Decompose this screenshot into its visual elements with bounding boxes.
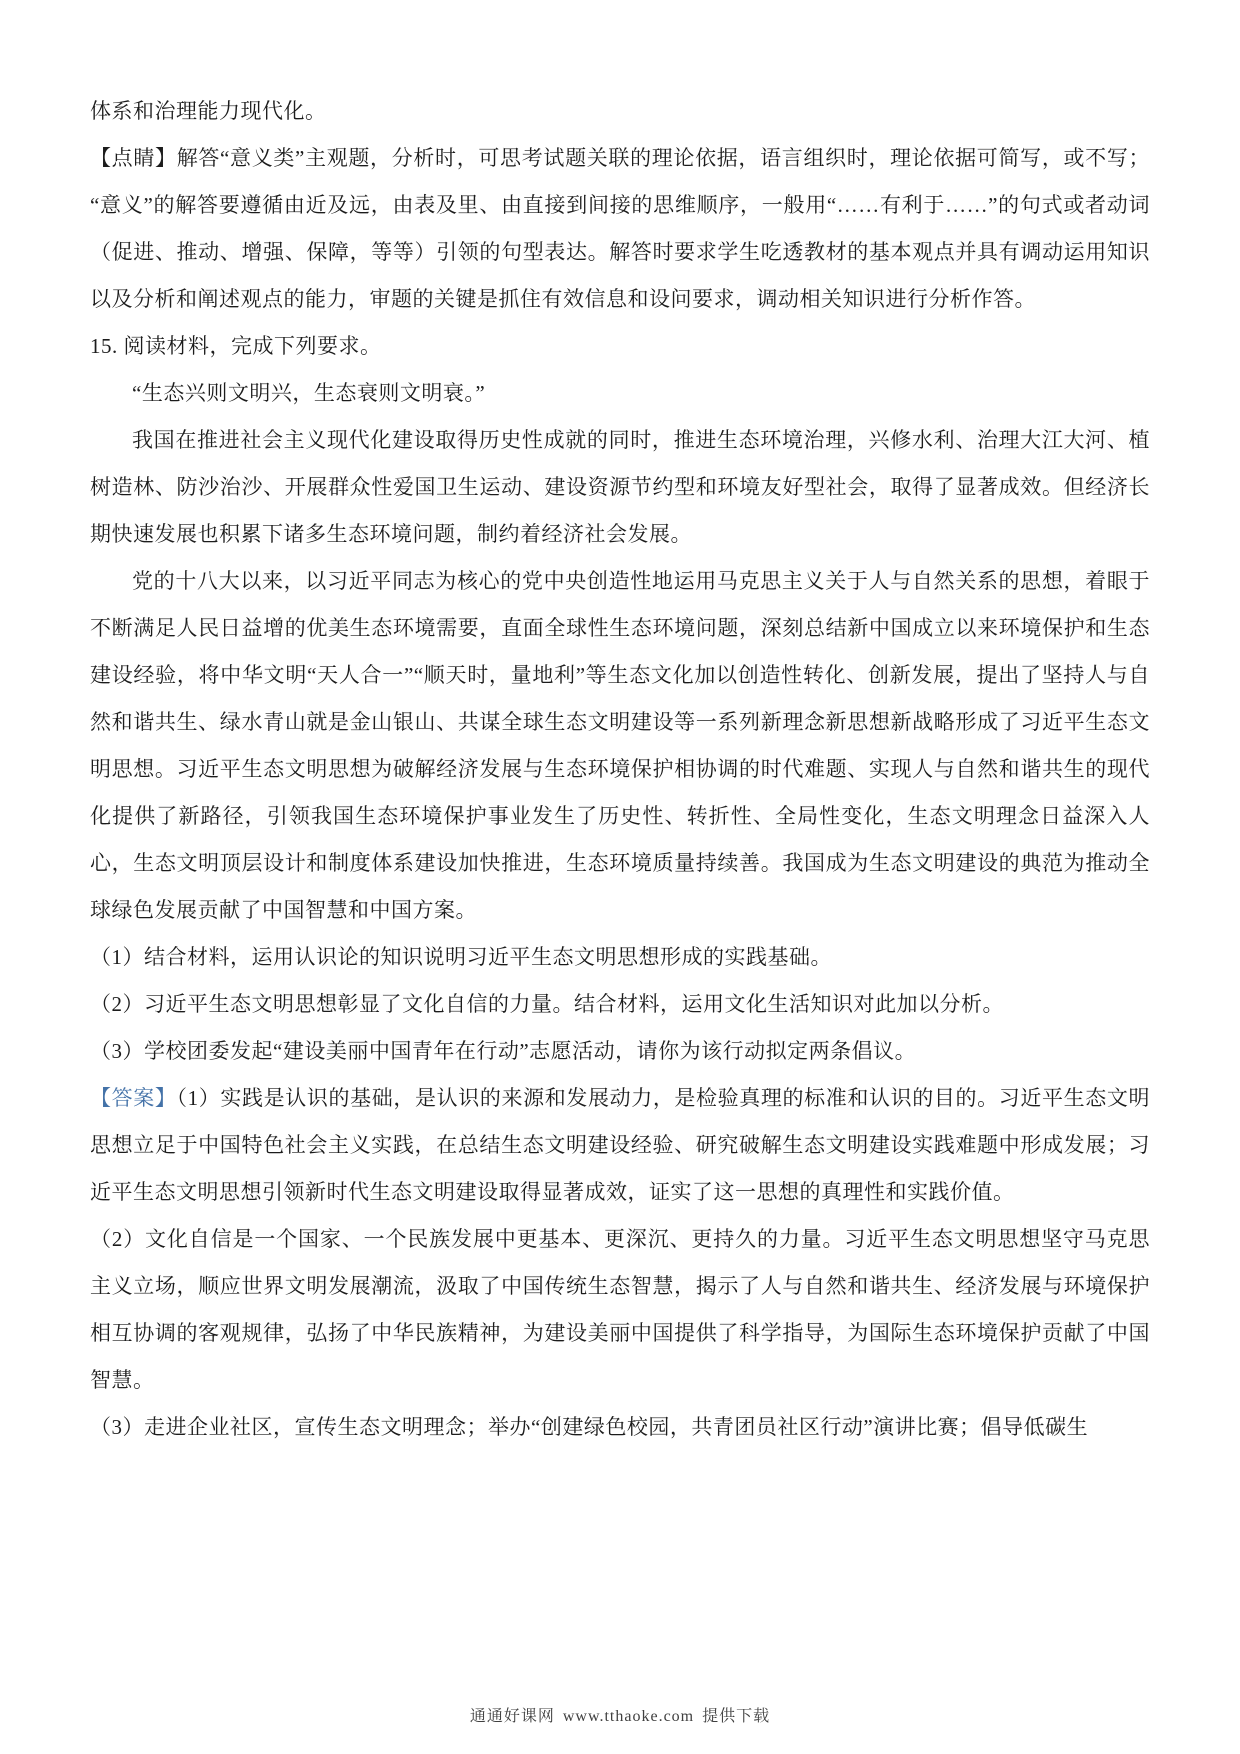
dianjing-text: 解答“意义类”主观题，分析时，可思考试题关联的理论依据，语言组织时，理论依据可简写，或不写；“意义”的解答要遵循由近及远，由表及里、由直接到间接的思维顺序，一般用“……有利于……”的句式或者动词（促进、推动、增强、保障，等等）引领的句型表达。解答时要求学生吃透教材的基本观点并具有调动运用知识以及分析和阐述观点的能力，审题的关键是抓住有效信息和设问要求，调动相关知识进行分析作答。: [90, 146, 1151, 311]
footer-url: www.tthaoke.com: [562, 1708, 695, 1725]
footer-site-name: 通通好课网: [469, 1708, 555, 1725]
page-footer: [0, 1703, 1240, 1726]
dianjing-paragraph: [90, 135, 1150, 323]
answer-part-3-paragraph: [90, 1404, 1150, 1451]
question-15-material-1: [90, 417, 1150, 558]
sub-question-1-text: （1）结合材料，运用认识论的知识说明习近平生态文明思想形成的实践基础。: [90, 945, 832, 969]
sub-question-3-text: （3）学校团委发起“建设美丽中国青年在行动”志愿活动，请你为该行动拟定两条倡议。: [90, 1039, 917, 1063]
question-15-stem: [90, 323, 1150, 370]
sub-question-2-text: （2）习近平生态文明思想彰显了文化自信的力量。结合材料，运用文化生活知识对此加以分析。: [90, 992, 1004, 1016]
footer-suffix: 提供下载: [702, 1708, 771, 1725]
question-15-material-2: [90, 558, 1150, 934]
sub-question-3: [90, 1028, 1150, 1075]
answer-part-1-paragraph: [90, 1075, 1150, 1216]
question-15-quote: [90, 370, 1150, 417]
answer-continuation-text: 体系和治理能力现代化。: [90, 99, 327, 123]
answer-label: 【答案】: [90, 1086, 177, 1110]
answer-part-2-text: （2）文化自信是一个国家、一个民族发展中更基本、更深沉、更持久的力量。习近平生态文明思想坚守马克思主义立场，顺应世界文明发展潮流，汲取了中国传统生态智慧，揭示了人与自然和谐共生、经济发展与环境保护相互协调的客观规律，弘扬了中华民族精神，为建设美丽中国提供了科学指导，为国际生态环境保护贡献了中国智慧。: [90, 1227, 1150, 1392]
sub-question-1: [90, 934, 1150, 981]
question-15-material-2-text: 党的十八大以来，以习近平同志为核心的党中央创造性地运用马克思主义关于人与自然关系的思想，着眼于不断满足人民日益增的优美生态环境需要，直面全球性生态环境问题，深刻总结新中国成立以来环境保护和生态建设经验，将中华文明“天人合一”“顺天时，量地利”等生态文化加以创造性转化、创新发展，提出了坚持人与自然和谐共生、绿水青山就是金山银山、共谋全球生态文明建设等一系列新理念新思想新战略形成了习近平生态文明思想。习近平生态文明思想为破解经济发展与生态环境保护相协调的时代难题、实现人与自然和谐共生的现代化提供了新路径，引领我国生态环境保护事业发生了历史性、转折性、全局性变化，生态文明理念日益深入人心，生态文明顶层设计和制度体系建设加快推进，生态环境质量持续善。我国成为生态文明建设的典范为推动全球绿色发展贡献了中国智慧和中国方案。: [90, 569, 1150, 922]
question-15-stem-text: 15. 阅读材料，完成下列要求。: [90, 334, 382, 358]
dianjing-label: 【点睛】: [90, 146, 177, 170]
sub-question-2: [90, 981, 1150, 1028]
answer-part-2-paragraph: [90, 1216, 1150, 1404]
question-15-quote-text: “生态兴则文明兴，生态衰则文明衰。”: [132, 381, 486, 405]
question-15-material-1-text: 我国在推进社会主义现代化建设取得历史性成就的同时，推进生态环境治理，兴修水利、治理大江大河、植树造林、防沙治沙、开展群众性爱国卫生运动、建设资源节约型和环境友好型社会，取得了显著成效。但经济长期快速发展也积累下诸多生态环境问题，制约着经济社会发展。: [90, 428, 1150, 546]
answer-part-3-text: （3）走进企业社区，宣传生态文明理念；举办“创建绿色校园，共青团员社区行动”演讲比赛；倡导低碳生: [90, 1415, 1089, 1439]
answer-continuation-paragraph: [90, 88, 1150, 135]
answer-part-1-text: （1）实践是认识的基础，是认识的来源和发展动力，是检验真理的标准和认识的目的。习近平生态文明思想立足于中国特色社会主义实践，在总结生态文明建设经验、研究破解生态文明建设实践难题中形成发展；习近平生态文明思想引领新时代生态文明建设取得显著成效，证实了这一思想的真理性和实践价值。: [90, 1086, 1151, 1204]
